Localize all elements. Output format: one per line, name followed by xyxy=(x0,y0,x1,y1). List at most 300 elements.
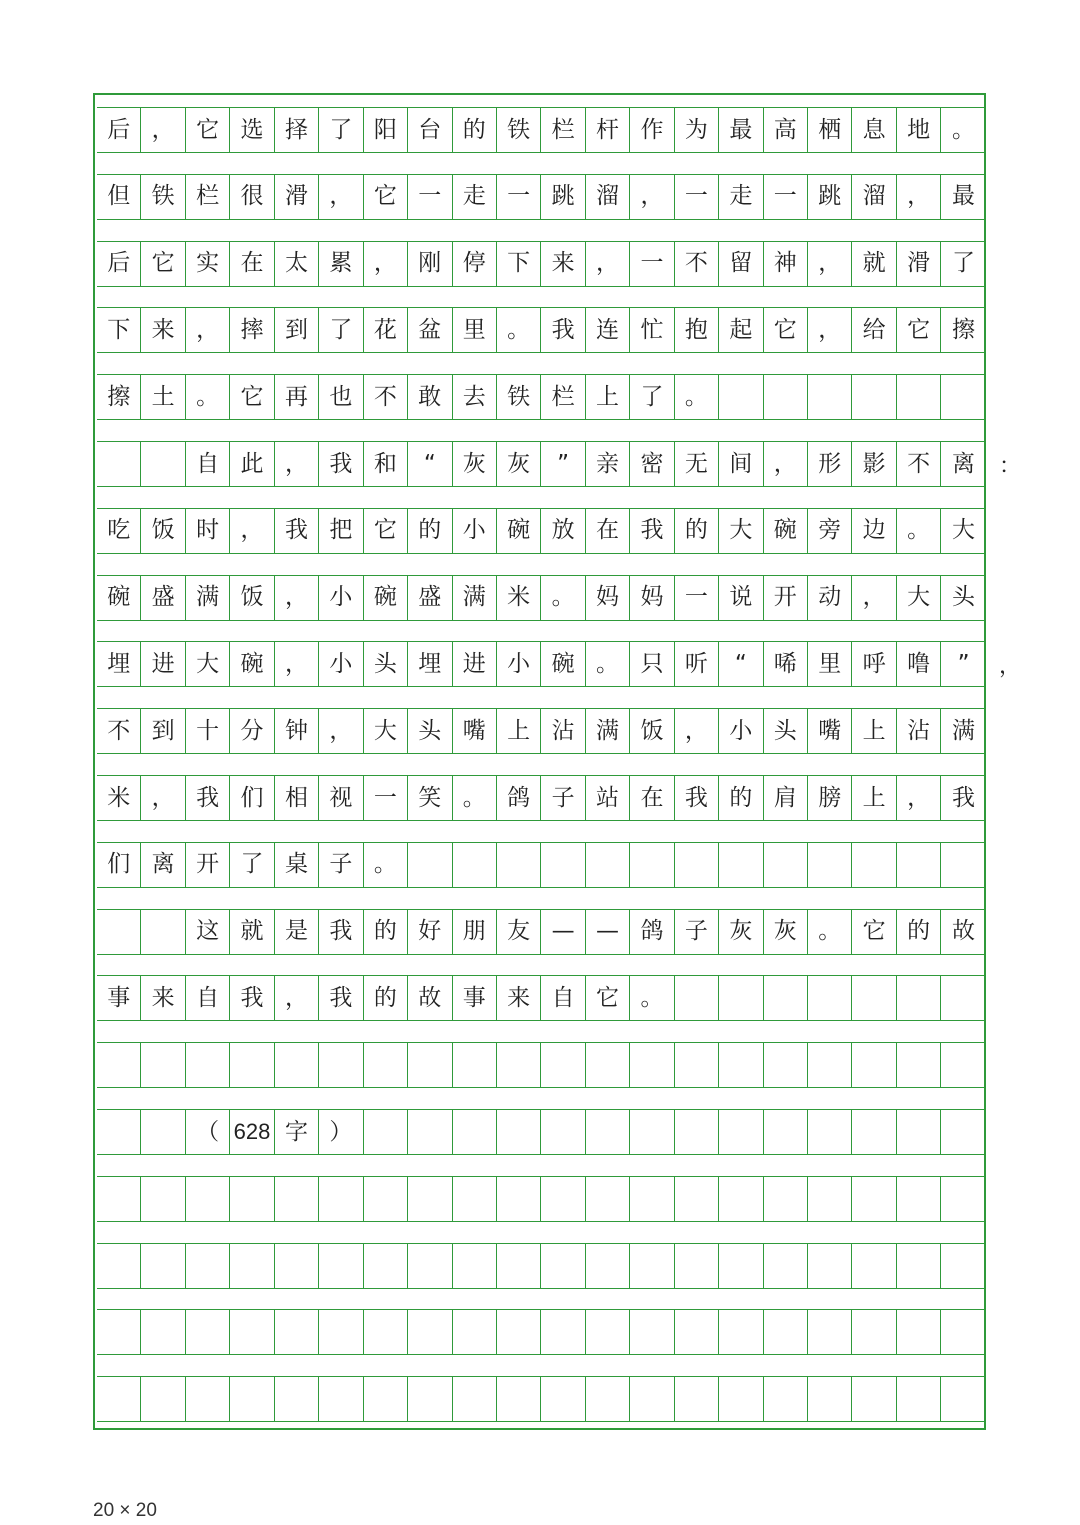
grid-cell xyxy=(764,1110,808,1154)
grid-cell: 头 xyxy=(764,709,808,753)
grid-cell xyxy=(897,843,941,887)
grid-cell: 后 xyxy=(97,242,141,286)
grid-cell: 子 xyxy=(675,910,719,954)
grid-cell: 碗 xyxy=(541,642,585,686)
grid-cell: 在 xyxy=(586,509,630,553)
grid-cell: 地 xyxy=(897,108,941,152)
grid-cell: 饭 xyxy=(141,509,185,553)
grid-cell xyxy=(675,843,719,887)
grid-cell xyxy=(586,1310,630,1354)
grid-cell xyxy=(230,1377,274,1421)
grid-row xyxy=(97,575,986,621)
grid-cell: ， xyxy=(630,175,674,219)
grid-cell xyxy=(586,1377,630,1421)
grid-cell xyxy=(630,1177,674,1221)
grid-cell: 离 xyxy=(952,450,976,477)
grid-cell: 但 xyxy=(97,175,141,219)
grid-cell: 噜 xyxy=(897,642,941,686)
grid-cell xyxy=(719,1310,763,1354)
grid-cell: 我 xyxy=(630,509,674,553)
grid-cell xyxy=(497,1177,541,1221)
grid-cell: 桌 xyxy=(275,843,319,887)
grid-cell xyxy=(141,1043,185,1087)
grid-cell: 嘴 xyxy=(453,709,497,753)
grid-cell: 就 xyxy=(852,242,896,286)
grid-cell xyxy=(408,1110,452,1154)
grid-cell xyxy=(897,1177,941,1221)
grid-cell: 很 xyxy=(230,175,274,219)
grid-cell: 。 xyxy=(952,116,976,143)
grid-cell: 呼 xyxy=(852,642,896,686)
grid-cell xyxy=(808,1110,852,1154)
grid-cell: 到 xyxy=(275,308,319,352)
grid-cell xyxy=(97,1177,141,1221)
grid-cell xyxy=(319,1310,363,1354)
grid-cell: ， xyxy=(852,576,896,620)
grid-cell: 好 xyxy=(408,910,452,954)
grid-cell xyxy=(186,1244,230,1288)
grid-cell: ， xyxy=(675,709,719,753)
grid-cell: 里 xyxy=(453,308,497,352)
grid-cell: 字 xyxy=(275,1110,319,1154)
grid-cell: 友 xyxy=(497,910,541,954)
grid-cell: 饭 xyxy=(230,576,274,620)
grid-cell: ， xyxy=(230,509,274,553)
grid-cell: 膀 xyxy=(808,776,852,820)
grid-cell: 的 xyxy=(364,976,408,1020)
grid-cell xyxy=(453,1244,497,1288)
grid-cell xyxy=(675,1043,719,1087)
grid-cell: 到 xyxy=(141,709,185,753)
grid-cell: 我 xyxy=(952,784,976,811)
grid-cell: ， xyxy=(275,576,319,620)
grid-cell: 小 xyxy=(453,509,497,553)
grid-cell: 形 xyxy=(808,442,852,486)
grid-cell xyxy=(586,1244,630,1288)
grid-cell: 。 xyxy=(364,843,408,887)
grid-cell: 十 xyxy=(186,709,230,753)
grid-cell: 一 xyxy=(675,576,719,620)
grid-cell: 小 xyxy=(719,709,763,753)
grid-cell: ， xyxy=(275,976,319,1020)
grid-cell xyxy=(275,1244,319,1288)
writing-grid-paper xyxy=(93,93,986,1430)
grid-cell xyxy=(186,1177,230,1221)
grid-cell xyxy=(497,1377,541,1421)
grid-cell: 了 xyxy=(319,108,363,152)
grid-cell: — xyxy=(541,910,585,954)
grid-cell xyxy=(941,1177,985,1221)
grid-cell xyxy=(719,1244,763,1288)
grid-cell: 不 xyxy=(897,442,941,486)
grid-cell xyxy=(230,1244,274,1288)
grid-cell: 离 xyxy=(141,843,185,887)
grid-cell: 后 xyxy=(97,108,141,152)
grid-cell: 灰 xyxy=(453,442,497,486)
grid-cell: 肩 xyxy=(764,776,808,820)
grid-cell xyxy=(764,1043,808,1087)
grid-cell xyxy=(941,1244,985,1288)
grid-cell xyxy=(808,1310,852,1354)
grid-cell: ） xyxy=(319,1110,363,1154)
grid-cell: 开 xyxy=(764,576,808,620)
grid-cell xyxy=(897,1310,941,1354)
grid-cell: 无 xyxy=(675,442,719,486)
grid-cell: 埋 xyxy=(408,642,452,686)
grid-cell xyxy=(764,1310,808,1354)
grid-cell: 吃 xyxy=(97,509,141,553)
grid-cell: 我 xyxy=(541,308,585,352)
grid-cell: 铁 xyxy=(497,375,541,419)
grid-cell xyxy=(97,1244,141,1288)
grid-cell xyxy=(497,1110,541,1154)
grid-cell xyxy=(630,1310,674,1354)
grid-cell xyxy=(97,910,141,954)
grid-cell: 唏 xyxy=(764,642,808,686)
grid-cell: ， xyxy=(275,642,319,686)
grid-cell: 我 xyxy=(230,976,274,1020)
grid-cell xyxy=(941,1043,985,1087)
grid-cell xyxy=(275,1177,319,1221)
grid-cell xyxy=(541,1310,585,1354)
grid-cell: 下 xyxy=(497,242,541,286)
grid-row xyxy=(97,1042,986,1088)
grid-cell: 就 xyxy=(230,910,274,954)
grid-cell xyxy=(141,910,185,954)
grid-cell: 一 xyxy=(364,776,408,820)
grid-cell xyxy=(230,1310,274,1354)
grid-row xyxy=(97,1176,986,1222)
grid-cell: 们 xyxy=(230,776,274,820)
grid-cell: 它 xyxy=(186,108,230,152)
grid-cell xyxy=(897,1043,941,1087)
grid-cell: 满 xyxy=(186,576,230,620)
grid-cell: 把 xyxy=(319,509,363,553)
grid-cell: 台 xyxy=(408,108,452,152)
grid-row xyxy=(97,241,986,287)
grid-cell: ， xyxy=(364,242,408,286)
grid-cell: ， xyxy=(897,175,941,219)
grid-cell: 动 xyxy=(808,576,852,620)
grid-cell: 土 xyxy=(141,375,185,419)
grid-cell: 。 xyxy=(897,509,941,553)
grid-cell: 起 xyxy=(719,308,763,352)
grid-cell: 故 xyxy=(408,976,452,1020)
grid-cell xyxy=(275,1310,319,1354)
grid-cell: 事 xyxy=(97,976,141,1020)
grid-cell: 抱 xyxy=(675,308,719,352)
grid-cell: 灰 xyxy=(764,910,808,954)
margin-punctuation: ： xyxy=(999,453,1022,479)
grid-size-label: 20 × 20 xyxy=(93,1500,157,1521)
grid-cell xyxy=(941,1310,985,1354)
grid-cell: 再 xyxy=(275,375,319,419)
grid-cell: “ xyxy=(719,642,763,686)
grid-cell: ， xyxy=(186,308,230,352)
grid-cell: 小 xyxy=(319,576,363,620)
grid-cell: 朋 xyxy=(453,910,497,954)
grid-cell: 在 xyxy=(630,776,674,820)
grid-row xyxy=(97,374,986,420)
grid-cell: 灰 xyxy=(719,910,763,954)
grid-cell: 和 xyxy=(364,442,408,486)
grid-cell xyxy=(541,1177,585,1221)
grid-cell: 大 xyxy=(364,709,408,753)
grid-cell xyxy=(675,976,719,1020)
grid-cell: 一 xyxy=(675,175,719,219)
grid-cell: 听 xyxy=(675,642,719,686)
grid-cell: ” xyxy=(541,442,585,486)
grid-cell: 妈 xyxy=(586,576,630,620)
grid-cell xyxy=(852,1043,896,1087)
grid-cell: 阳 xyxy=(364,108,408,152)
grid-cell xyxy=(541,1043,585,1087)
grid-cell: 最 xyxy=(719,108,763,152)
grid-cell xyxy=(808,843,852,887)
grid-cell: 视 xyxy=(319,776,363,820)
grid-row xyxy=(97,842,986,888)
grid-cell: 的 xyxy=(897,910,941,954)
grid-cell: 分 xyxy=(230,709,274,753)
grid-cell: 擦 xyxy=(952,316,976,343)
grid-cell: 的 xyxy=(408,509,452,553)
grid-cell: ， xyxy=(319,175,363,219)
grid-cell xyxy=(186,1377,230,1421)
grid-cell xyxy=(319,1043,363,1087)
grid-cell: 栏 xyxy=(541,375,585,419)
grid-cell: 我 xyxy=(675,776,719,820)
grid-cell xyxy=(541,843,585,887)
grid-cell xyxy=(408,843,452,887)
grid-cell xyxy=(364,1377,408,1421)
grid-cell: 停 xyxy=(453,242,497,286)
grid-cell: 们 xyxy=(97,843,141,887)
grid-cell: 边 xyxy=(852,509,896,553)
grid-cell xyxy=(497,1310,541,1354)
grid-cell: 大 xyxy=(186,642,230,686)
grid-cell xyxy=(630,1043,674,1087)
grid-cell: 花 xyxy=(364,308,408,352)
grid-cell xyxy=(497,843,541,887)
grid-cell: 不 xyxy=(675,242,719,286)
grid-cell xyxy=(141,1377,185,1421)
grid-cell: 灰 xyxy=(497,442,541,486)
grid-cell: 也 xyxy=(319,375,363,419)
grid-cell: 了 xyxy=(952,250,976,277)
grid-cell xyxy=(408,1310,452,1354)
grid-cell xyxy=(453,1043,497,1087)
grid-cell: ” xyxy=(957,650,970,677)
grid-cell xyxy=(852,1377,896,1421)
grid-cell xyxy=(897,1110,941,1154)
grid-cell: 大 xyxy=(952,517,976,544)
grid-cell: 盆 xyxy=(408,308,452,352)
grid-cell xyxy=(719,976,763,1020)
grid-row xyxy=(97,775,986,821)
grid-cell: 间 xyxy=(719,442,763,486)
grid-cell xyxy=(408,1043,452,1087)
grid-cell: 事 xyxy=(453,976,497,1020)
grid-cell xyxy=(941,375,985,419)
grid-cell xyxy=(97,1377,141,1421)
grid-cell xyxy=(764,976,808,1020)
grid-cell: 刚 xyxy=(408,242,452,286)
grid-cell: 最 xyxy=(952,183,976,210)
grid-cell: 了 xyxy=(319,308,363,352)
grid-cell: 鸽 xyxy=(497,776,541,820)
grid-cell xyxy=(230,1043,274,1087)
grid-cell: 它 xyxy=(764,308,808,352)
grid-cell: 。 xyxy=(497,308,541,352)
grid-cell xyxy=(808,1244,852,1288)
grid-cell: ， xyxy=(319,709,363,753)
grid-cell xyxy=(897,1244,941,1288)
grid-cell: 我 xyxy=(319,442,363,486)
grid-cell: ， xyxy=(141,776,185,820)
grid-cell xyxy=(852,843,896,887)
grid-cell xyxy=(675,1110,719,1154)
grid-cell: 。 xyxy=(675,375,719,419)
grid-cell: 下 xyxy=(97,308,141,352)
grid-cell: 的 xyxy=(675,509,719,553)
grid-cell: 钟 xyxy=(275,709,319,753)
grid-cell: 一 xyxy=(408,175,452,219)
grid-cell xyxy=(808,1043,852,1087)
grid-cell xyxy=(186,1310,230,1354)
grid-cell: 旁 xyxy=(808,509,852,553)
grid-cell xyxy=(808,375,852,419)
grid-cell: 我 xyxy=(186,776,230,820)
grid-cell xyxy=(764,1177,808,1221)
grid-cell: 自 xyxy=(186,976,230,1020)
grid-cell: 不 xyxy=(97,709,141,753)
grid-cell: 自 xyxy=(541,976,585,1020)
grid-cell: 一 xyxy=(497,175,541,219)
grid-cell: 作 xyxy=(630,108,674,152)
grid-cell: 它 xyxy=(897,308,941,352)
grid-row xyxy=(97,1376,986,1422)
grid-cell: 走 xyxy=(719,175,763,219)
grid-cell: 笑 xyxy=(408,776,452,820)
grid-cell: 神 xyxy=(764,242,808,286)
grid-cell xyxy=(719,1377,763,1421)
grid-cell: 故 xyxy=(952,918,976,945)
grid-cell xyxy=(97,1110,141,1154)
grid-cell: 溜 xyxy=(852,175,896,219)
grid-row xyxy=(97,508,986,554)
grid-cell: 一 xyxy=(764,175,808,219)
grid-cell xyxy=(453,1110,497,1154)
grid-cell xyxy=(186,1043,230,1087)
grid-cell: 碗 xyxy=(764,509,808,553)
grid-cell: 此 xyxy=(230,442,274,486)
grid-cell: 进 xyxy=(141,642,185,686)
grid-cell: 上 xyxy=(852,709,896,753)
grid-cell xyxy=(97,1310,141,1354)
grid-cell: 上 xyxy=(852,776,896,820)
grid-cell: 628 xyxy=(230,1110,274,1154)
grid-cell xyxy=(408,1377,452,1421)
grid-cell xyxy=(808,1177,852,1221)
grid-cell xyxy=(364,1043,408,1087)
grid-cell xyxy=(719,843,763,887)
grid-cell xyxy=(408,1177,452,1221)
grid-cell: 。 xyxy=(541,576,585,620)
grid-cell xyxy=(630,1244,674,1288)
grid-cell xyxy=(230,1177,274,1221)
grid-cell xyxy=(141,1244,185,1288)
grid-cell xyxy=(675,1177,719,1221)
grid-cell: 不 xyxy=(364,375,408,419)
grid-cell xyxy=(852,1177,896,1221)
grid-cell xyxy=(897,976,941,1020)
grid-cell: 饭 xyxy=(630,709,674,753)
grid-cell xyxy=(630,1377,674,1421)
grid-cell xyxy=(719,375,763,419)
grid-cell: 来 xyxy=(497,976,541,1020)
grid-cell xyxy=(97,1043,141,1087)
grid-cell xyxy=(453,1377,497,1421)
grid-cell: 说 xyxy=(719,576,763,620)
grid-cell: 站 xyxy=(586,776,630,820)
grid-cell xyxy=(808,1377,852,1421)
grid-cell xyxy=(941,843,985,887)
grid-cell: 高 xyxy=(764,108,808,152)
grid-cell: 密 xyxy=(630,442,674,486)
grid-cell xyxy=(630,843,674,887)
grid-cell xyxy=(675,1244,719,1288)
grid-cell: 头 xyxy=(408,709,452,753)
grid-row xyxy=(97,641,986,687)
grid-cell: 的 xyxy=(453,108,497,152)
grid-cell: 累 xyxy=(319,242,363,286)
grid-cell xyxy=(941,1377,985,1421)
grid-cell xyxy=(719,1043,763,1087)
grid-row xyxy=(97,307,986,353)
grid-cell: 鸽 xyxy=(630,910,674,954)
grid-cell: 嘴 xyxy=(808,709,852,753)
grid-cell: “ xyxy=(408,442,452,486)
grid-cell: 摔 xyxy=(230,308,274,352)
grid-cell xyxy=(97,442,141,486)
grid-cell xyxy=(497,1043,541,1087)
grid-cell xyxy=(897,375,941,419)
grid-cell xyxy=(808,976,852,1020)
grid-cell xyxy=(852,375,896,419)
grid-cell xyxy=(541,1244,585,1288)
margin-punctuation: ， xyxy=(999,653,1022,679)
grid-cell: 头 xyxy=(364,642,408,686)
grid-cell xyxy=(941,976,985,1020)
grid-cell: 沾 xyxy=(541,709,585,753)
grid-cell: 这 xyxy=(186,910,230,954)
grid-cell: 盛 xyxy=(408,576,452,620)
grid-cell: 满 xyxy=(952,717,976,744)
grid-cell: 里 xyxy=(808,642,852,686)
grid-cell xyxy=(941,1110,985,1154)
grid-cell: 上 xyxy=(497,709,541,753)
grid-cell: （ xyxy=(186,1110,230,1154)
grid-cell: 放 xyxy=(541,509,585,553)
grid-cell: 去 xyxy=(453,375,497,419)
grid-cell: 。 xyxy=(808,910,852,954)
grid-cell: 碗 xyxy=(497,509,541,553)
grid-cell: 为 xyxy=(675,108,719,152)
grid-cell: 忙 xyxy=(630,308,674,352)
grid-cell: 。 xyxy=(186,375,230,419)
grid-cell xyxy=(764,375,808,419)
grid-cell xyxy=(719,1177,763,1221)
